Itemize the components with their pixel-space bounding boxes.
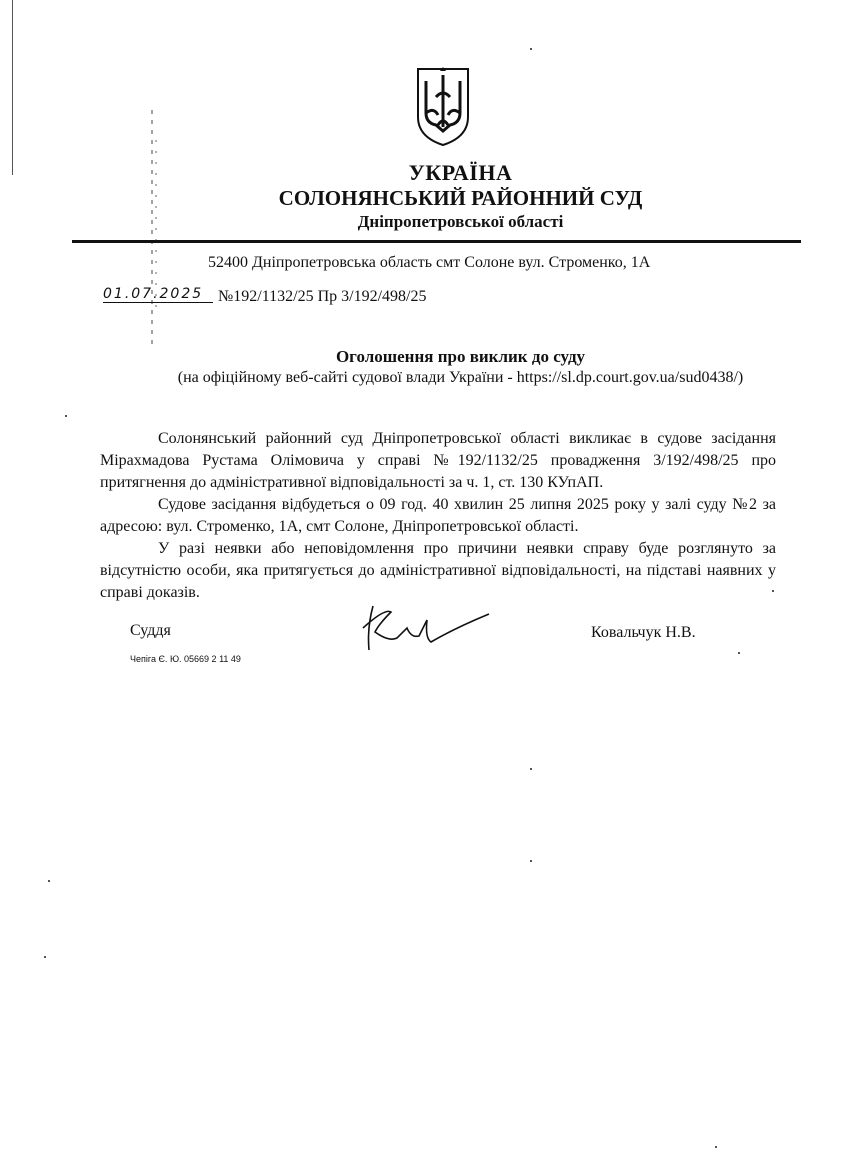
court-address: 52400 Дніпропетровська область смт Солоне вул. Строменко, 1А bbox=[208, 254, 651, 271]
executor-contact: Чепіга Є. Ю. 05669 2 11 49 bbox=[130, 654, 241, 664]
scan-margin-line bbox=[12, 0, 13, 175]
body-paragraph bbox=[100, 494, 776, 538]
region-heading: Дніпропетровської області bbox=[357, 212, 564, 231]
paragraph-text: У разі неявки або неповідомлення про причини неявки справу буде розглянуто за відсутністю особи, яка притягується до адміністративної відповідальності, на підставі наявних у справі доказів. bbox=[100, 540, 776, 601]
case-reference-number: №192/1132/25 Пр 3/192/498/25 bbox=[218, 288, 427, 305]
paragraph-text: Судове засідання відбудеться о 09 год. 40 хвилин 25 липня 2025 року у залі суду №2 за адресою: вул. Строменко, 1А, смт Солоне, Дніпропетровської області. bbox=[100, 496, 776, 535]
judge-name: Ковальчук Н.В. bbox=[591, 624, 696, 641]
judge-role-label: Суддя bbox=[130, 622, 171, 639]
notice-title: Оголошення про виклик до суду bbox=[335, 347, 586, 366]
notice-subtitle: (на офіційному веб-сайті судової влади України - https://sl.dp.court.gov.ua/sud0438/) bbox=[177, 369, 744, 386]
header-divider bbox=[72, 240, 801, 243]
court-name-heading: СОЛОНЯНСЬКИЙ РАЙОННИЙ СУД bbox=[278, 186, 643, 210]
body-paragraph bbox=[100, 428, 776, 494]
body-paragraph bbox=[100, 538, 776, 604]
handwritten-signature bbox=[345, 598, 495, 654]
paragraph-text: Солонянський районний суд Дніпропетровської області викликає в судове засідання Мірахмадова Рустама Олімовича у справі №192/1132/25 провадження 3/192/498/25 про притягнення до адміністративної відповідальності за ч. 1, ст. 130 КУпАП. bbox=[100, 430, 776, 491]
reference-date: 01.07.2025 bbox=[103, 286, 213, 303]
country-heading: УКРАЇНА bbox=[408, 160, 513, 185]
coat-of-arms-icon bbox=[414, 67, 472, 147]
